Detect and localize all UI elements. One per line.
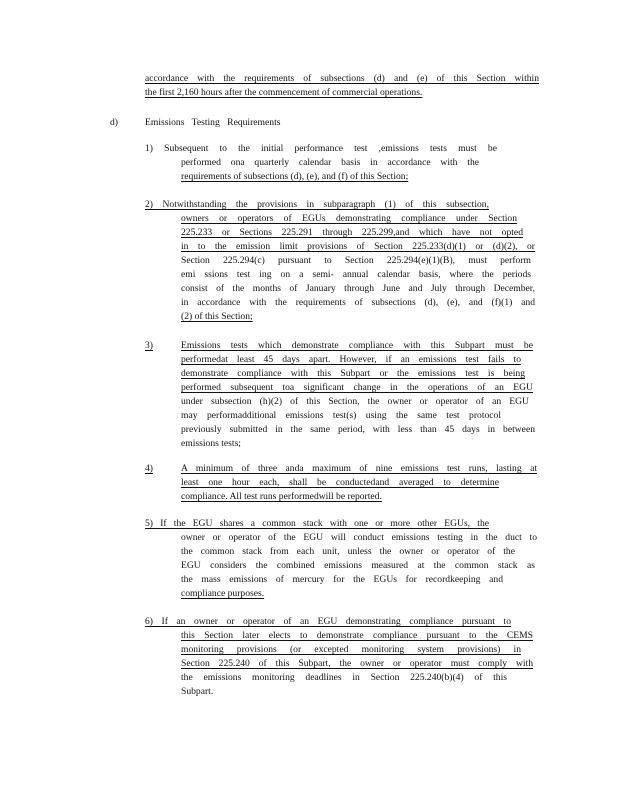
text-line: monitoring provisions (or excepted monitoring system provisions) in (181, 644, 521, 655)
text-line: consist of the months of January through June and July through December, (181, 283, 535, 294)
text-line: EGU considers the combined emissions measured at the common stack as (181, 560, 535, 571)
item-2 (145, 198, 489, 212)
text-line: 225.233 or Sections 225.291 through 225.299,and which have not opted (181, 227, 523, 238)
text-line: Section 225.294(c) pursuant to Section 225.294(e)(1)(B), must perform (181, 255, 531, 266)
item-2-body (181, 212, 535, 324)
text-line: compliance. All test runs performedwill be reported. (181, 491, 382, 502)
item-5 (145, 517, 489, 531)
text-line: Section 225.240 of this Subpart, the owner or operator must comply with (181, 658, 533, 669)
item-1 (145, 142, 497, 156)
text-line: (2) of this Section; (181, 311, 253, 322)
item-6 (145, 615, 511, 629)
text-line: owners or operators of EGUs demonstrating compliance under Section (181, 213, 517, 224)
text-line: emi ssions test ing on a semi- annual calendar basis, where the periods (181, 269, 531, 280)
item-lead-line: 1) Subsequent to the initial performance test ,emissions tests must be (145, 143, 497, 154)
text-line: this Section later elects to demonstrate compliance pursuant to the CEMS (181, 630, 533, 641)
text-line: previously submitted in the same period, with less than 45 days in between (181, 424, 535, 435)
text-line: requirements of subsections (d), (e), and (f) of this Section; (181, 171, 409, 182)
item-lead-line: 5) If the EGU shares a common stack with one or more other EGUs, the (145, 518, 489, 529)
text-line: demonstrate compliance with this Subpart or the emissions test is being (181, 368, 525, 379)
continuation-paragraph (145, 72, 539, 100)
text-line: owner or operator of the EGU will conduct emissions testing in the duct to (181, 532, 537, 543)
text-line: A minimum of three anda maximum of nine emissions test runs, lasting at (181, 463, 537, 474)
text-line: performed subsequent toa significant change in the operations of an EGU (181, 382, 533, 393)
item-3-body (181, 339, 533, 451)
text-line: compliance purposes. (181, 588, 265, 599)
item-lead-line: 2) Notwithstanding the provisions in subparagraph (1) of this subsection, (145, 199, 489, 210)
text-line: in accordance with the requirements of subsections (d), (e), and (f)(1) and (181, 297, 535, 308)
text-line: the mass emissions of mercury for the EGUs for recordkeeping and (181, 574, 503, 585)
item-4-body (181, 462, 537, 504)
text-line: least one hour each, shall be conductedand averaged to determine (181, 477, 499, 488)
text-line: the emissions monitoring deadlines in Section 225.240(b)(4) of this (181, 672, 507, 683)
text-line: may performadditional emissions test(s) using the same test protocol (181, 410, 501, 421)
item-number: 4) (145, 463, 153, 474)
text-line: performed ona quarterly calendar basis in accordance with the (181, 157, 479, 168)
item-1-body (181, 156, 479, 184)
item-number: 3) (145, 340, 153, 351)
text-line: Emissions tests which demonstrate compliance with this Subpart must be (181, 340, 533, 351)
text-line: the first 2,160 hours after the commencement of commercial operations. (145, 87, 423, 98)
section-title-text: Emissions Testing Requirements (145, 117, 281, 128)
text-line: accordance with the requirements of subsections (d) and (e) of this Section within (145, 73, 539, 84)
text-line: emissions tests; (181, 438, 241, 449)
text-line: Subpart. (181, 686, 214, 697)
item-6-body (181, 629, 533, 699)
text-line: under subsection (h)(2) of this Section, the owner or operator of an EGU (181, 396, 529, 407)
item-5-body (181, 531, 537, 601)
section-label: d) (110, 117, 118, 128)
text-line: the common stack from each unit, unless the owner or operator of the (181, 546, 515, 557)
item-lead-line: 6) If an owner or operator of an EGU demonstrating compliance pursuant to (145, 616, 511, 627)
text-line: performedat least 45 days apart. However, if an emissions test fails to (181, 354, 521, 365)
section-title (145, 116, 295, 130)
text-line: in to the emission limit provisions of Section 225.233(d)(1) or (d)(2), or (181, 241, 535, 252)
